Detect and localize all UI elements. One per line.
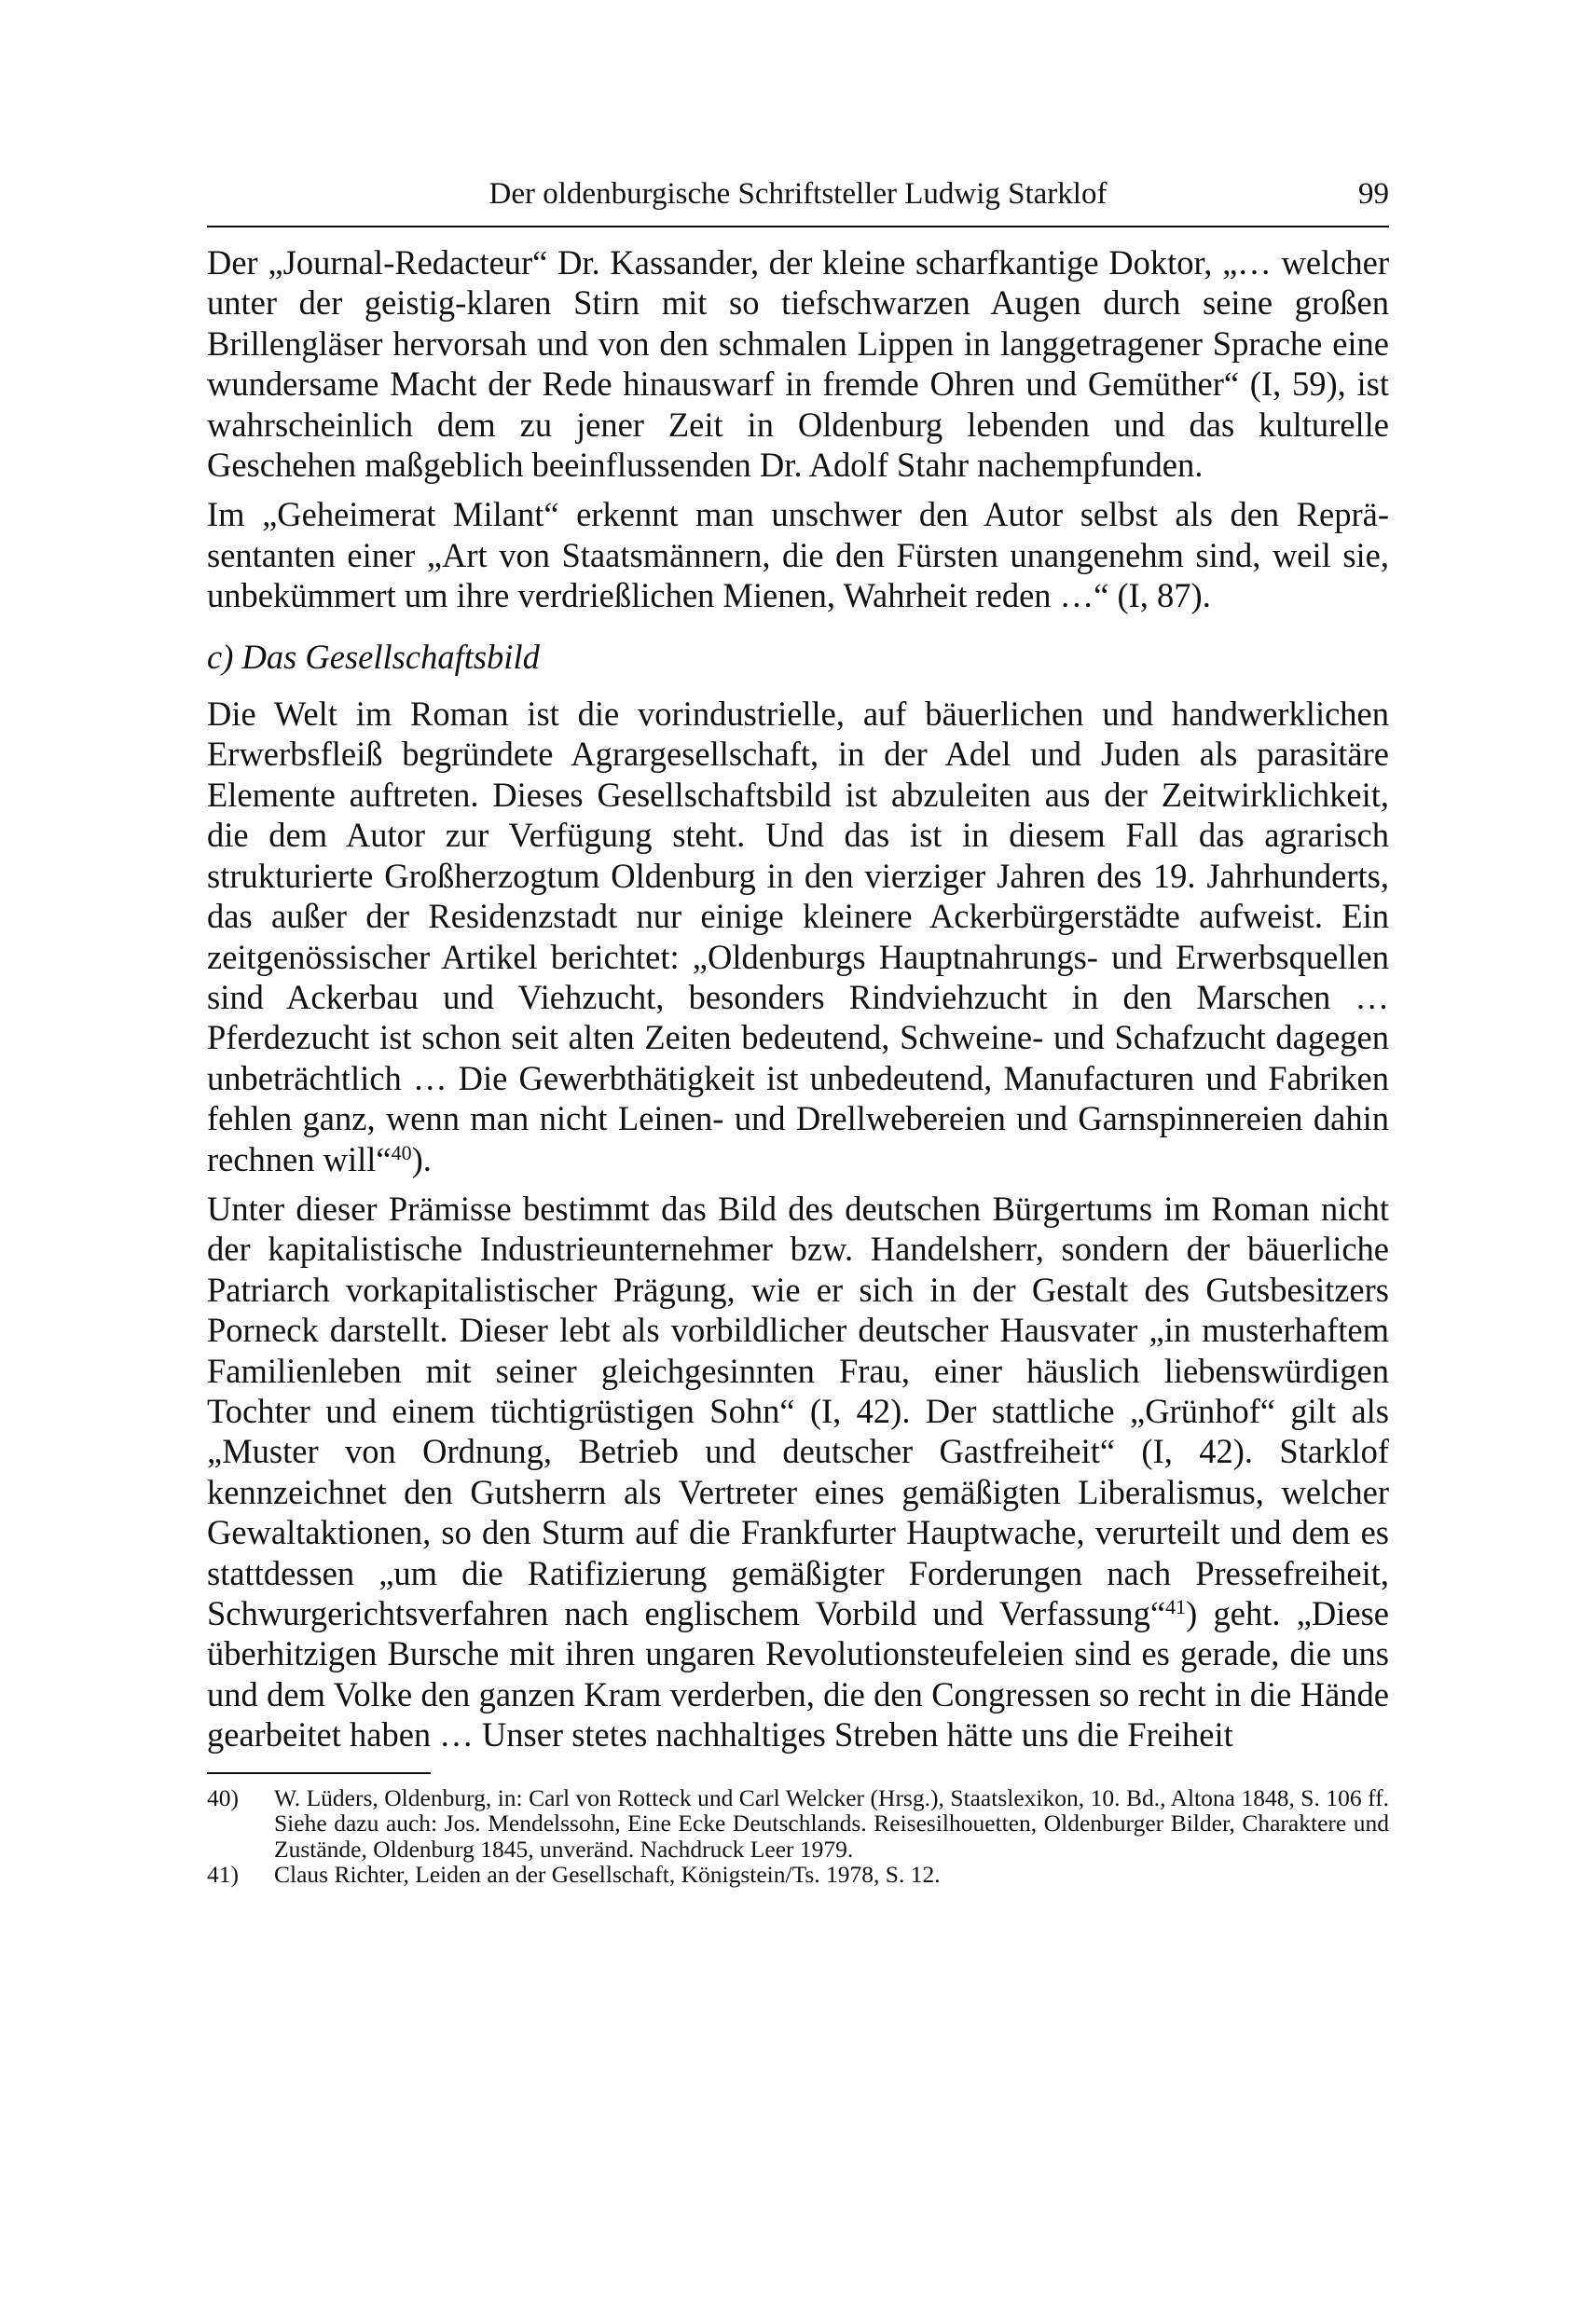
footnote-41 — [207, 1862, 1389, 1888]
footnote-rule — [207, 1772, 431, 1774]
page-number: 99 — [1358, 177, 1389, 211]
paragraph-text: Die Welt im Roman ist die vorindustrielle, auf bäuerlichen und handwerklichen Erwerbsfleiß begründete Agrargesellschaft, in der Adel und Juden als parasitäre Elemente auftreten. Dieses Gesellschaftsbild ist abzuleiten aus der Zeitwirklichkeit, die dem Autor zur Verfügung steht. Und das ist in diesem Fall das agrarisch strukturierte Großherzogtum Oldenburg in den vierziger Jahren des 19. Jahrhunderts, das außer der Residenzstadt nur einige kleinere Ackerbürgerstädte aufweist. Ein zeitgenössischer Artikel berichtet: „Oldenburgs Hauptnahrungs- und Erwerbsquellen sind Ackerbau und Viehzucht, besonders Rindviehzucht in den Marschen … Pferdezucht ist schon seit alten Zeiten bedeutend, Schweine- und Schafzucht dagegen unbeträchtlich … Die Gewerbthätigkeit ist unbedeutend, Manufacturen und Fabriken fehlen ganz, wenn man nicht Leinen- und Drellwebereien und Garnspinnereien dahin rechnen will“ — [207, 695, 1389, 1178]
footnote-mark: 41) — [207, 1861, 239, 1889]
footnote-mark: 40) — [207, 1783, 239, 1811]
paragraph-buergertum — [207, 1189, 1389, 1755]
paragraph-geheimerat-milant: Im „Geheimerat Milant“ erkennt man unschwer den Autor selbst als den Repräsentanten einer „Art von Staatsmännern, die den Fürsten unangenehm sind, weil sie, unbekümmert um ihre verdrießlichen Mienen, Wahrheit reden …“ (I, 87). — [207, 495, 1389, 615]
paragraph-text: Unter dieser Prämisse bestimmt das Bild des deutschen Bürgertums im Roman nicht der kapitalistische Industrieunternehmer bzw. Handelsherr, sondern der bäuerliche Patriarch vorkapitalistischer Prägung, wie er sich in der Gestalt des Gutsbesitzers Porneck darstellt. Dieser lebt als vorbildlicher deutscher Hausvater „in musterhaftem Familienleben mit seiner gleichgesinnten Frau, einer häuslich liebenswürdigen Tochter und einem tüchtigrüstigen Sohn“ (I, 42). Der stattliche „Grünhof“ gilt als „Muster von Ordnung, Betrieb und deutscher Gastfreiheit“ (I, 42). Starklof kennzeichnet den Gutsherrn als Vertreter eines gemäßigten Liberalismus, welcher Gewaltaktionen, so den Sturm auf die Frankfurter Hauptwache, verurteilt und dem es stattdessen „um die Ratifizierung gemäßigter Forderungen nach Pressefreiheit, Schwurgerichtsverfahren nach englischem Vorbild und Verfassung“ — [207, 1189, 1389, 1632]
paragraph-text-end: ). — [411, 1139, 432, 1178]
header-rule — [207, 226, 1389, 227]
paragraph-gesellschaftsbild — [207, 694, 1389, 1179]
running-title: Der oldenburgische Schriftsteller Ludwig Starklof — [488, 177, 1108, 211]
footnote-reference: 40 — [391, 1140, 412, 1164]
footnote-text: W. Lüders, Oldenburg, in: Carl von Rotteck und Carl Welcker (Hrsg.), Staatslexikon, 10. Bd., Altona 1848, S. 106 ff. Siehe dazu auch: Jos. Mendelssohn, Eine Ecke Deutschlands. Reisesilhouetten, Oldenburger Bilder, Charaktere und Zustände, Oldenburg 1845, unveränd. Nachdruck Leer 1979. — [274, 1783, 1389, 1863]
footnote-text: Claus Richter, Leiden an der Gesellschaft, Königstein/Ts. 1978, S. 12. — [274, 1861, 941, 1889]
footnote-40 — [207, 1785, 1389, 1863]
body-text — [207, 242, 1389, 1755]
paragraph-text-continued: ) geht. „Diese überhitzigen Bursche mit ihren ungaren Revolutionsteufeleien sind es gerade, die uns und dem Volke den ganzen Kram verderben, die den Congressen so recht in die Hände gearbeitet haben … Unser stetes nachhaltiges Streben hätte uns die Freiheit — [207, 1594, 1389, 1755]
book-page — [207, 168, 1389, 1888]
footnotes — [207, 1785, 1389, 1888]
running-head — [207, 168, 1389, 220]
footnote-reference: 41 — [1165, 1595, 1187, 1618]
section-heading: c) Das Gesellschaftsbild — [207, 637, 540, 676]
paragraph-journal-redacteur: Der „Journal-Redacteur“ Dr. Kassander, der kleine scharfkantige Doktor, „… welcher unter der geistig-klaren Stirn mit so tiefschwarzen Augen durch seine großen Brillengläser hervorsah und von den schmalen Lippen in langgetragener Sprache eine wundersame Macht der Rede hinauswarf in fremde Ohren und Gemüther“ (I, 59), ist wahrscheinlich dem zu jener Zeit in Oldenburg lebenden und das kulturelle Geschehen maßgeblich beeinflussenden Dr. Adolf Stahr nachempfunden. — [207, 243, 1389, 485]
